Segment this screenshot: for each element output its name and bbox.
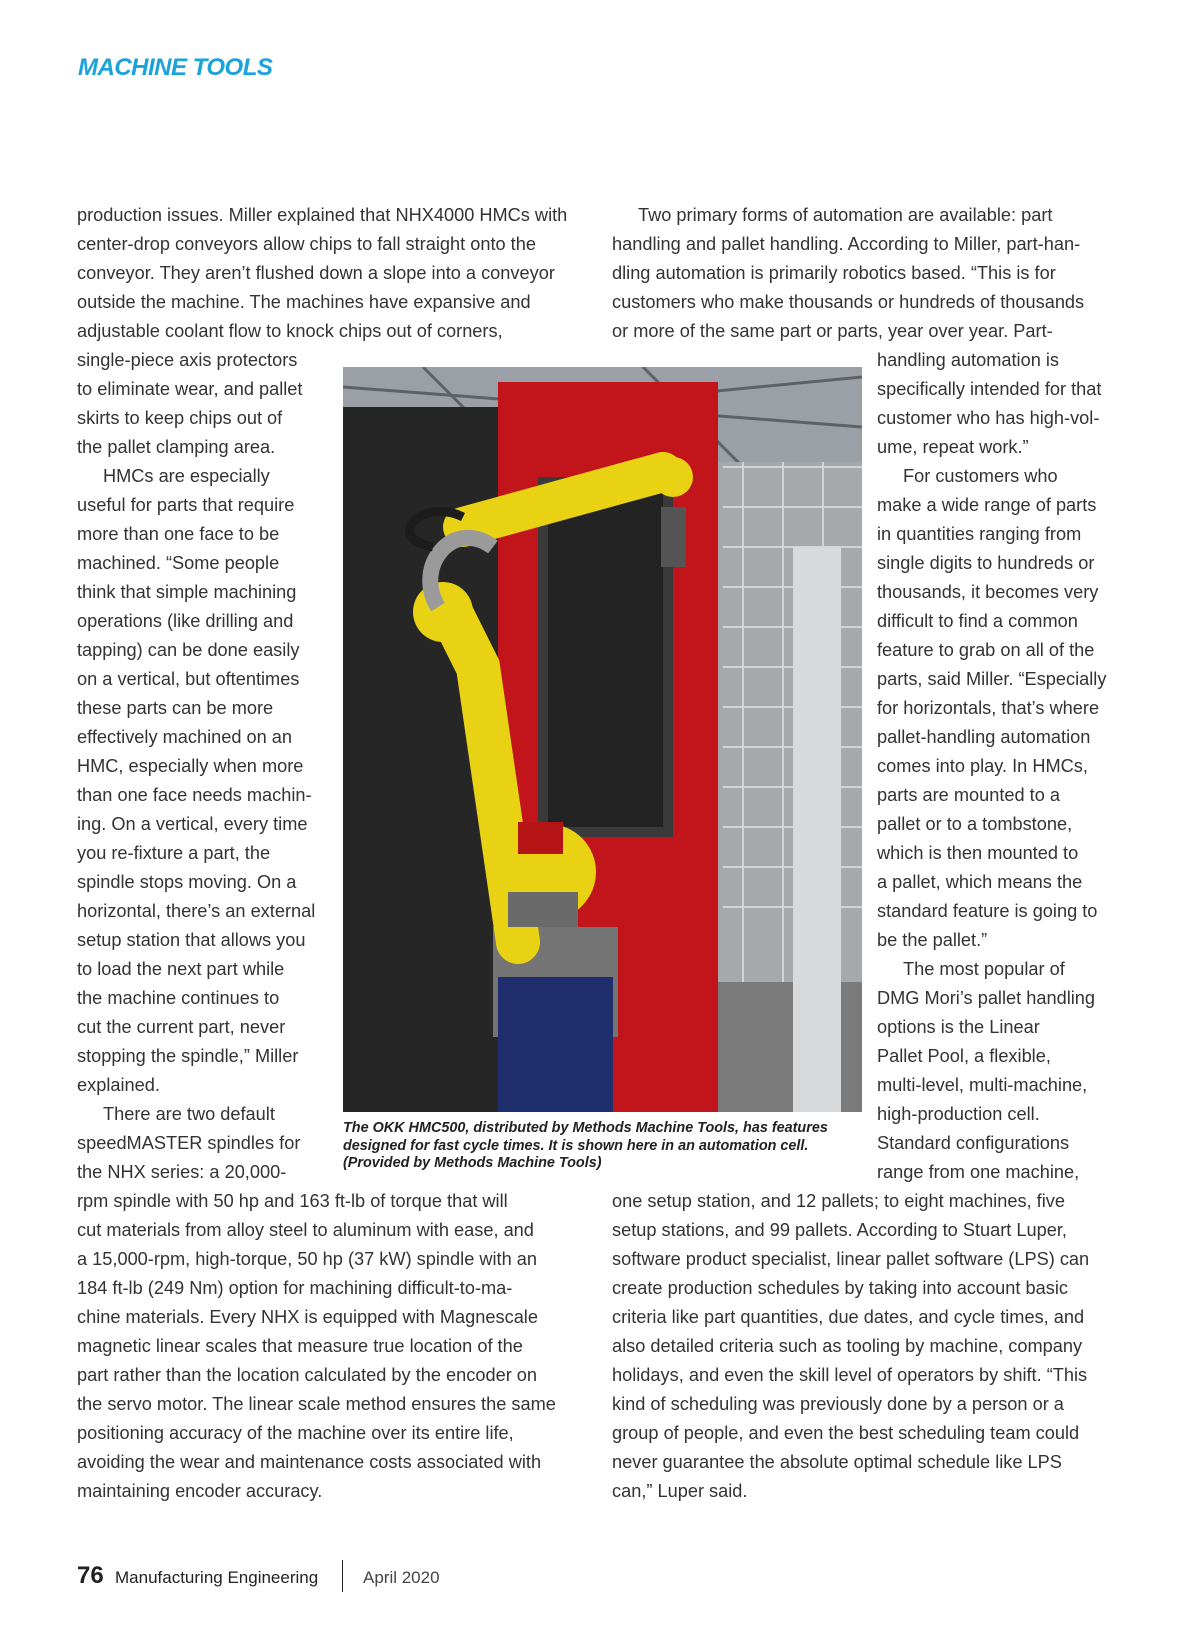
page-number: 76 <box>77 1562 104 1589</box>
text-line: the NHX series: a 20,000- <box>77 1162 287 1182</box>
text-line: chine materials. Every NHX is equipped with Magnescale <box>77 1307 538 1327</box>
text-line: cut the current part, never <box>77 1017 286 1037</box>
text-line: software product specialist, linear pallet software (LPS) can <box>612 1249 1090 1269</box>
text-line: outside the machine. The machines have expansive and <box>77 292 531 312</box>
text-line: parts are mounted to a <box>877 785 1060 805</box>
text-line: explained. <box>77 1075 160 1095</box>
text-line: or more of the same part or parts, year over year. Part- <box>612 321 1053 341</box>
text-line: never guarantee the absolute optimal schedule like LPS <box>612 1452 1062 1472</box>
text-line: specifically intended for that <box>877 379 1102 399</box>
text-line: to eliminate wear, and pallet <box>77 379 303 399</box>
text-line: setup stations, and 99 pallets. According to Stuart Luper, <box>612 1220 1067 1240</box>
text-line: the pallet clamping area. <box>77 437 276 457</box>
text-line: to load the next part while <box>77 959 285 979</box>
text-line: criteria like part quantities, due dates, and cycle times, and <box>612 1307 1085 1327</box>
text-line: effectively machined on an <box>77 727 293 747</box>
text-line: handling and pallet handling. According to Miller, part-han- <box>612 234 1081 254</box>
text-line: difficult to find a common <box>877 611 1078 631</box>
text-line: HMC, especially when more <box>77 756 304 776</box>
text-line: positioning accuracy of the machine over its entire life, <box>77 1423 514 1443</box>
text-line: kind of scheduling was previously done by a person or a <box>612 1394 1064 1414</box>
text-line: in quantities ranging from <box>877 524 1082 544</box>
text-line: be the pallet.” <box>877 930 988 950</box>
text-line: 184 ft-lb (249 Nm) option for machining difficult-to-ma- <box>77 1278 513 1298</box>
text-line: cut materials from alloy steel to aluminum with ease, and <box>77 1220 534 1240</box>
text-line: There are two default <box>103 1104 275 1124</box>
text-line: Standard configurations <box>877 1133 1070 1153</box>
issue-date: April 2020 <box>363 1568 440 1587</box>
figure-photo <box>343 367 862 1112</box>
text-line: make a wide range of parts <box>877 495 1097 515</box>
text-line: customers who make thousands or hundreds of thousands <box>612 292 1085 312</box>
text-line: operations (like drilling and <box>77 611 294 631</box>
text-line: magnetic linear scales that measure true location of the <box>77 1336 523 1356</box>
text-line: create production schedules by taking into account basic <box>612 1278 1068 1298</box>
text-line: for horizontals, that’s where <box>877 698 1100 718</box>
text-line: ume, repeat work.” <box>877 437 1029 457</box>
text-line: the servo motor. The linear scale method ensures the same <box>77 1394 556 1414</box>
text-line: Two primary forms of automation are available: part <box>638 205 1053 225</box>
text-line: rpm spindle with 50 hp and 163 ft-lb of torque that will <box>77 1191 508 1211</box>
text-line: group of people, and even the best scheduling team could <box>612 1423 1080 1443</box>
text-line: spindle stops moving. On a <box>77 872 297 892</box>
text-line: which is then mounted to <box>877 843 1079 863</box>
text-line: parts, said Miller. “Especially <box>877 669 1107 689</box>
text-line: part rather than the location calculated by the encoder on <box>77 1365 538 1385</box>
text-line: skirts to keep chips out of <box>77 408 283 428</box>
text-line: think that simple machining <box>77 582 297 602</box>
text-line: Pallet Pool, a flexible, <box>877 1046 1051 1066</box>
text-line: these parts can be more <box>77 698 274 718</box>
text-line: one setup station, and 12 pallets; to eight machines, five <box>612 1191 1065 1211</box>
text-line: production issues. Miller explained that NHX4000 HMCs with <box>77 205 568 225</box>
text-line: a 15,000-rpm, high-torque, 50 hp (37 kW) spindle with an <box>77 1249 537 1269</box>
footer-divider <box>342 1560 343 1592</box>
text-line: tapping) can be done easily <box>77 640 300 660</box>
text-line: you re-fixture a part, the <box>77 843 271 863</box>
text-line: standard feature is going to <box>877 901 1098 921</box>
text-line: speedMASTER spindles for <box>77 1133 301 1153</box>
text-line: options is the Linear <box>877 1017 1040 1037</box>
text-line: machined. “Some people <box>77 553 280 573</box>
figure-caption: The OKK HMC500, distributed by Methods Machine Tools, has features designed for fast cycle times. It is shown here in an automation cell. (Provided by Methods Machine Tools) <box>343 1120 828 1171</box>
text-line: handling automation is <box>877 350 1059 370</box>
text-line: range from one machine, <box>877 1162 1080 1182</box>
text-line: pallet or to a tombstone, <box>877 814 1073 834</box>
text-line: For customers who <box>903 466 1058 486</box>
text-line: The most popular of <box>903 959 1065 979</box>
text-line: ing. On a vertical, every time <box>77 814 308 834</box>
text-line: than one face needs machin- <box>77 785 312 805</box>
text-line: also detailed criteria such as tooling by machine, company <box>612 1336 1083 1356</box>
text-line: maintaining encoder accuracy. <box>77 1481 323 1501</box>
publication-name: Manufacturing Engineering <box>115 1568 319 1587</box>
text-line: the machine continues to <box>77 988 280 1008</box>
text-line: on a vertical, but oftentimes <box>77 669 300 689</box>
text-line: customer who has high-vol- <box>877 408 1100 428</box>
robot-photo-illustration <box>343 367 862 1112</box>
text-line: dling automation is primarily robotics based. “This is for <box>612 263 1056 283</box>
text-line: pallet-handling automation <box>877 727 1091 747</box>
text-line: horizontal, there’s an external <box>77 901 316 921</box>
text-line: single-piece axis protectors <box>77 350 298 370</box>
text-line: conveyor. They aren’t flushed down a slope into a conveyor <box>77 263 555 283</box>
text-line: high-production cell. <box>877 1104 1040 1124</box>
text-line: stopping the spindle,” Miller <box>77 1046 299 1066</box>
text-line: can,” Luper said. <box>612 1481 748 1501</box>
text-line: thousands, it becomes very <box>877 582 1099 602</box>
text-line: avoiding the wear and maintenance costs associated with <box>77 1452 542 1472</box>
text-line: DMG Mori’s pallet handling <box>877 988 1096 1008</box>
text-line: adjustable coolant flow to knock chips out of corners, <box>77 321 503 341</box>
text-line: setup station that allows you <box>77 930 306 950</box>
text-line: single digits to hundreds or <box>877 553 1095 573</box>
section-header: MACHINE TOOLS <box>78 54 273 81</box>
text-line: HMCs are especially <box>103 466 270 486</box>
text-line: holidays, and even the skill level of operators by shift. “This <box>612 1365 1088 1385</box>
text-line: comes into play. In HMCs, <box>877 756 1088 776</box>
text-line: useful for parts that require <box>77 495 295 515</box>
text-line: multi-level, multi-machine, <box>877 1075 1088 1095</box>
text-line: a pallet, which means the <box>877 872 1083 892</box>
text-line: more than one face to be <box>77 524 280 544</box>
text-line: center-drop conveyors allow chips to fall straight onto the <box>77 234 536 254</box>
text-line: feature to grab on all of the <box>877 640 1095 660</box>
